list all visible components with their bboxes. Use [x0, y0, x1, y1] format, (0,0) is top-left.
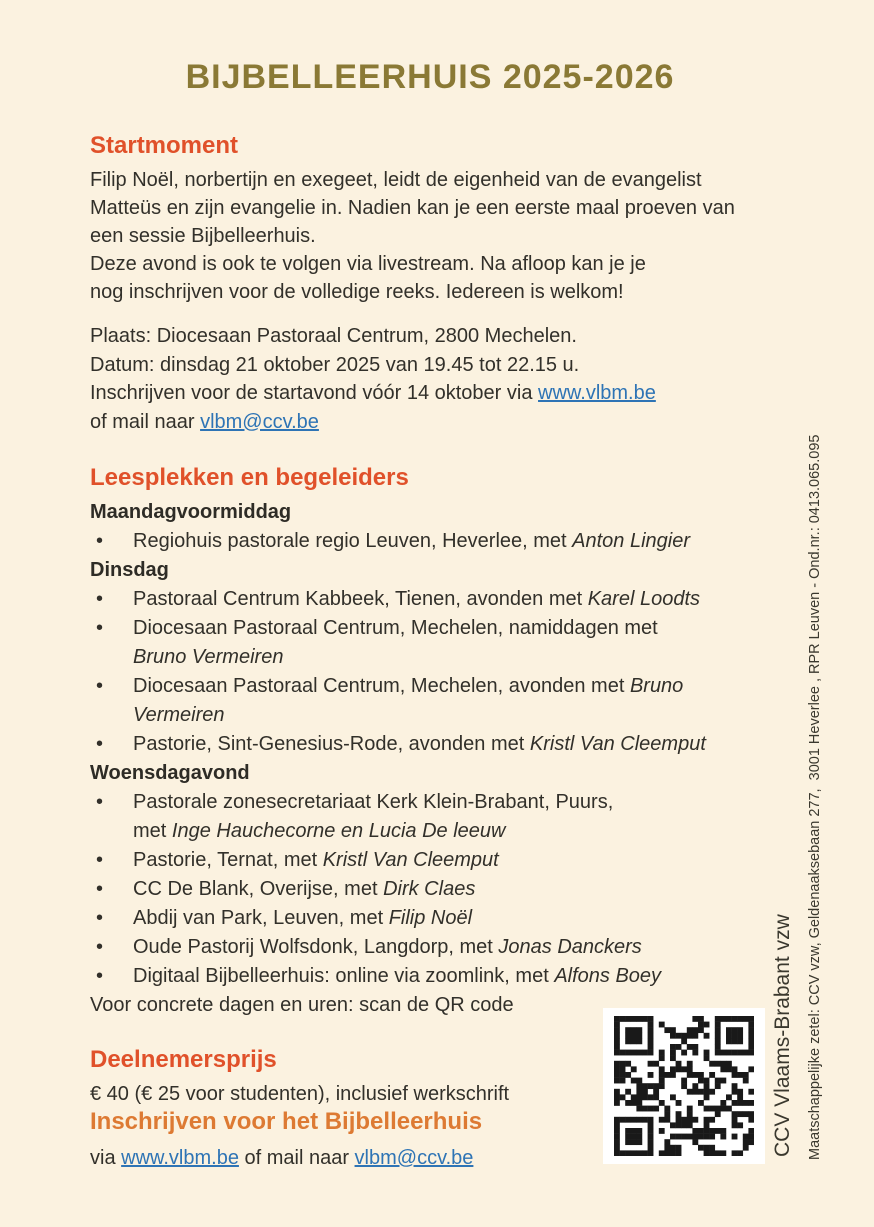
location-text: Pastorale zonesecretariaat Kerk Klein-Brabant, Puurs,	[133, 791, 614, 813]
text-line: nog inschrijven voor de volledige reeks. Iedereen is welkom!	[90, 281, 624, 303]
section-heading-deelnemersprijs: Deelnemersprijs	[90, 1046, 277, 1073]
sidebar-organization: CCV Vlaams-Brabant vzw	[771, 914, 794, 1157]
list-item	[90, 788, 790, 846]
website-link[interactable]: www.vlbm.be	[538, 382, 656, 404]
bullet-marker: •	[96, 675, 104, 697]
bullet-marker: •	[96, 878, 104, 900]
qr-instruction-line: Voor concrete dagen en uren: scan de QR code	[90, 994, 514, 1016]
subscribe-line-text: of mail naar	[238, 1147, 355, 1169]
facilitator-name: Inge Hauchecorne en Lucia De leeuw	[171, 820, 506, 842]
list-item	[90, 904, 790, 933]
text-line: Deze avond is ook te volgen via livestream. Na afloop kan je je	[90, 253, 646, 275]
section-heading-startmoment: Startmoment	[90, 132, 239, 159]
email-link[interactable]: vlbm@ccv.be	[354, 1147, 474, 1169]
facilitator-name: Filip Noël	[388, 907, 473, 929]
register-line	[90, 379, 780, 408]
location-text: Diocesaan Pastoraal Centrum, Mechelen, namiddagen met	[133, 617, 658, 639]
bullet-marker: •	[96, 617, 104, 639]
day-header-monday-morning: Maandagvoormiddag	[90, 501, 292, 523]
list-item	[90, 585, 790, 614]
facilitator-name: Alfons Boey	[554, 965, 662, 987]
list-item	[90, 846, 790, 875]
list-item	[90, 875, 790, 904]
bullet-marker: •	[96, 936, 104, 958]
facilitator-name: Kristl Van Cleemput	[529, 733, 706, 755]
date-line: Datum: dinsdag 21 oktober 2025 van 19.45 tot 22.15 u.	[90, 353, 580, 376]
startmoment-paragraph	[90, 166, 780, 306]
register-line-text: Inschrijven voor de startavond vóór 14 oktober via	[90, 382, 539, 404]
section-heading-inschrijven: Inschrijven voor het Bijbelleerhuis	[90, 1108, 483, 1135]
location-text: Regiohuis pastorale regio Leuven, Heverlee, met	[133, 530, 573, 552]
location-text: met	[133, 820, 172, 842]
bullet-marker: •	[96, 907, 104, 929]
bullet-marker: •	[96, 530, 104, 552]
bullet-marker: •	[96, 965, 104, 987]
practical-info-paragraph	[90, 322, 780, 436]
text-line: Matteüs en zijn evangelie in. Nadien kan je een eerste maal proeven van	[90, 197, 735, 219]
list-item	[90, 933, 790, 962]
location-text: Oude Pastorij Wolfsdonk, Langdorp, met	[133, 936, 499, 958]
mail-line-text: of mail naar	[90, 410, 201, 433]
qr-code	[603, 1008, 765, 1164]
location-text: Pastorie, Sint-Genesius-Rode, avonden met	[133, 733, 530, 755]
list-item	[90, 730, 790, 759]
mail-line	[90, 408, 780, 437]
facilitator-name: Dirk Claes	[383, 878, 476, 900]
subscribe-line	[90, 1144, 473, 1172]
day-header-wednesday-evening: Woensdagavond	[90, 762, 250, 784]
location-text: Pastorie, Ternat, met	[133, 849, 323, 871]
day-header-tuesday: Dinsdag	[90, 559, 169, 581]
list-item	[90, 527, 790, 556]
bullet-marker: •	[96, 733, 104, 755]
list-item	[90, 672, 790, 730]
location-line: Plaats: Diocesaan Pastoraal Centrum, 2800 Mechelen.	[90, 325, 577, 347]
sidebar-registered-office: Maatschappelijke zetel: CCV vzw, Geldenaaksebaan 277, 3001 Heverlee , RPR Leuven - Ond.nr.: 0413.065.095	[807, 434, 823, 1160]
price-line: € 40 (€ 25 voor studenten), inclusief werkschrift	[90, 1083, 510, 1105]
location-text: Digitaal Bijbelleerhuis: online via zoomlink, met	[133, 965, 555, 987]
facilitator-name: Karel Loodts	[587, 588, 701, 610]
email-link[interactable]: vlbm@ccv.be	[200, 410, 319, 433]
location-text: Pastoraal Centrum Kabbeek, Tienen, avonden met	[133, 588, 588, 610]
bullet-marker: •	[96, 849, 104, 871]
facilitator-name: Bruno Vermeiren	[133, 646, 284, 668]
location-text: Diocesaan Pastoraal Centrum, Mechelen, avonden met	[133, 675, 630, 697]
section-heading-leesplekken: Leesplekken en begeleiders	[90, 464, 409, 491]
facilitator-name: Kristl Van Cleemput	[322, 849, 499, 871]
subscribe-line-text: via	[90, 1147, 122, 1169]
list-item	[90, 614, 790, 672]
text-line: Filip Noël, norbertijn en exegeet, leidt de eigenheid van de evangelist	[90, 169, 702, 191]
website-link[interactable]: www.vlbm.be	[121, 1147, 239, 1169]
reading-locations-list	[90, 498, 790, 1020]
list-item	[90, 962, 790, 991]
facilitator-name: Anton Lingier	[572, 530, 691, 552]
location-text: CC De Blank, Overijse, met	[133, 878, 384, 900]
location-text: Abdij van Park, Leuven, met	[133, 907, 389, 929]
bullet-marker: •	[96, 791, 104, 813]
bullet-marker: •	[96, 588, 104, 610]
qr-code-image	[614, 1016, 754, 1156]
facilitator-name: Jonas Danckers	[498, 936, 642, 958]
page-title: BIJBELLEERHUIS 2025-2026	[185, 58, 675, 96]
text-line: een sessie Bijbelleerhuis.	[90, 225, 316, 247]
facilitator-name: Vermeiren	[133, 704, 225, 726]
facilitator-name: Bruno	[629, 675, 684, 697]
